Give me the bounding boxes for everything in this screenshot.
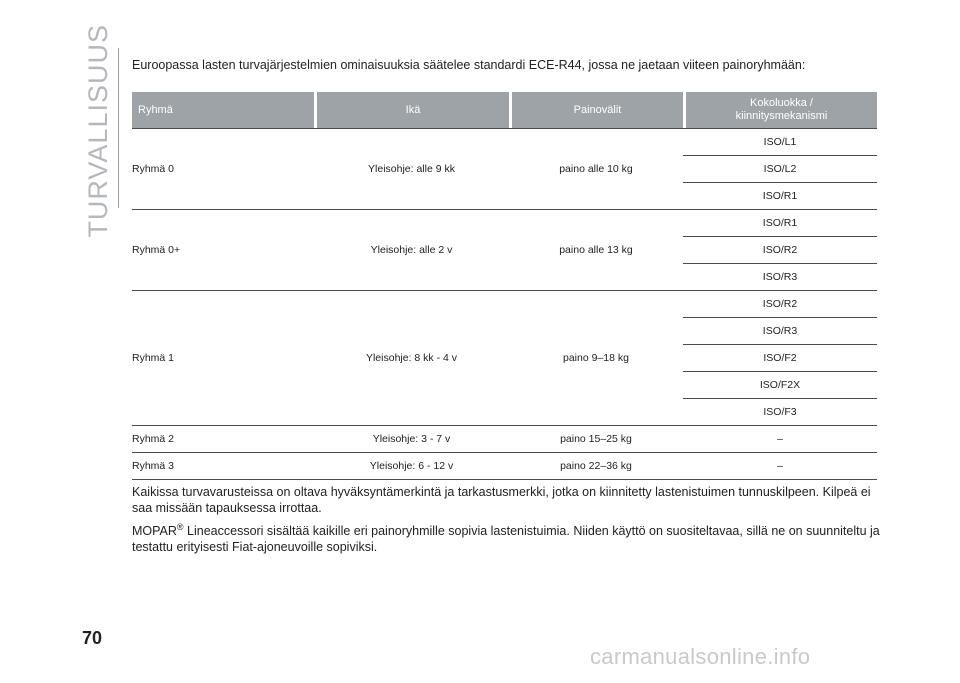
- section-title-text: TURVALLISUUS: [82, 24, 113, 238]
- notes: [132, 484, 882, 558]
- group-cell: Ryhmä 1: [132, 291, 314, 426]
- mopar-text: Lineaccessori sisältää kaikille eri painoryhmille sopivia lastenistuimia. Niiden käyttö on suositeltavaa, sillä ne on suunniteltu ja testattu erityisesti Fiat-ajoneuvoille sopiviksi.: [132, 524, 880, 555]
- watermark: carmanualsonline.info: [590, 644, 811, 669]
- section-divider: [118, 48, 119, 208]
- class-cell: ISO/L1: [683, 128, 877, 156]
- group-cell: Ryhmä 0+: [132, 210, 314, 291]
- section-title: [80, 24, 116, 238]
- class-cell: –: [683, 426, 877, 453]
- table-header-row: [132, 92, 877, 128]
- table-row: [132, 210, 877, 237]
- approval-note: Kaikissa turvavarusteissa on oltava hyväksyntämerkintä ja tarkastusmerkki, jotka on kiinnitetty lastenistuimen tunnuskilpeen. Kilpeä ei saa missään tapauksessa irrottaa.: [132, 485, 871, 515]
- weight-groups-table: [132, 92, 877, 480]
- header-age: Ikä: [314, 92, 509, 128]
- weight-cell: paino 22–36 kg: [509, 453, 683, 480]
- class-cell: ISO/R3: [683, 264, 877, 291]
- age-cell: Yleisohje: alle 2 v: [314, 210, 509, 291]
- table-row: [132, 291, 877, 318]
- class-cell: ISO/L2: [683, 156, 877, 183]
- header-class: [683, 92, 877, 128]
- class-cell: ISO/F2X: [683, 372, 877, 399]
- table-body: [132, 128, 877, 480]
- weight-cell: paino alle 13 kg: [509, 210, 683, 291]
- header-group: Ryhmä: [132, 92, 314, 128]
- age-cell: Yleisohje: alle 9 kk: [314, 128, 509, 210]
- age-cell: Yleisohje: 6 - 12 v: [314, 453, 509, 480]
- class-cell: ISO/R1: [683, 210, 877, 237]
- weight-cell: paino 9–18 kg: [509, 291, 683, 426]
- group-cell: Ryhmä 2: [132, 426, 314, 453]
- table-row: [132, 128, 877, 156]
- table-row: [132, 453, 877, 480]
- header-class-line2: kiinnitysmekanismi: [735, 110, 828, 122]
- mopar-brand: MOPAR: [132, 524, 177, 539]
- age-cell: Yleisohje: 8 kk - 4 v: [314, 291, 509, 426]
- header-class-line1: Kokoluokka /: [750, 97, 813, 109]
- mopar-note: [132, 519, 882, 555]
- registered-mark: ®: [176, 522, 184, 532]
- group-cell: Ryhmä 0: [132, 128, 314, 210]
- table-row: [132, 426, 877, 453]
- page-number: 70: [82, 628, 103, 648]
- class-cell: ISO/F2: [683, 345, 877, 372]
- header-weight: Painovälit: [509, 92, 683, 128]
- weight-cell: paino alle 10 kg: [509, 128, 683, 210]
- class-cell: ISO/R3: [683, 318, 877, 345]
- class-cell: ISO/F3: [683, 399, 877, 426]
- class-cell: ISO/R1: [683, 183, 877, 210]
- age-cell: Yleisohje: 3 - 7 v: [314, 426, 509, 453]
- class-cell: –: [683, 453, 877, 480]
- intro-text: Euroopassa lasten turvajärjestelmien ominaisuuksia säätelee standardi ECE-R44, jossa ne jaetaan viiteen painoryhmään:: [132, 58, 806, 72]
- class-cell: ISO/R2: [683, 237, 877, 264]
- weight-cell: paino 15–25 kg: [509, 426, 683, 453]
- class-cell: ISO/R2: [683, 291, 877, 318]
- group-cell: Ryhmä 3: [132, 453, 314, 480]
